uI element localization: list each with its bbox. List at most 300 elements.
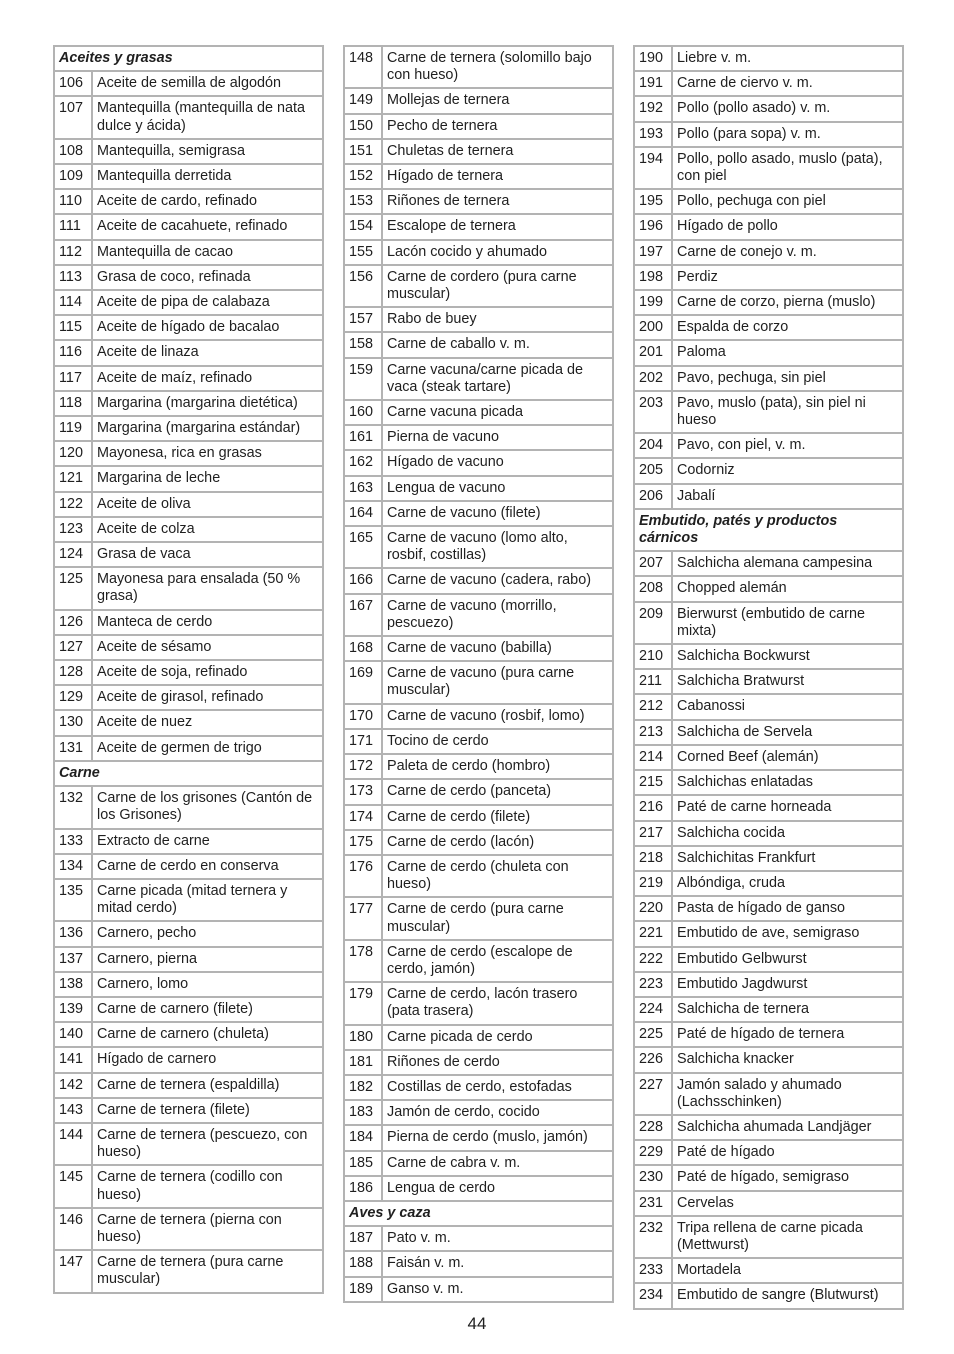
table-row xyxy=(345,1026,612,1051)
item-number: 228 xyxy=(635,1116,673,1139)
table-row xyxy=(55,165,322,190)
item-number: 106 xyxy=(55,72,93,95)
table-row xyxy=(635,948,902,973)
table-row xyxy=(635,190,902,215)
table-row xyxy=(55,1023,322,1048)
item-name: Grasa de coco, refinada xyxy=(97,268,251,285)
item-name: Pasta de hígado de ganso xyxy=(677,900,846,917)
table-row xyxy=(55,1251,322,1291)
table-row xyxy=(345,1101,612,1126)
table-row xyxy=(55,1209,322,1251)
item-name: Salchicha knacker xyxy=(677,1051,794,1068)
item-name: Carne de corzo, pierna (muslo) xyxy=(677,294,876,311)
item-number: 149 xyxy=(345,89,383,112)
item-name: Aceite de cacahuete, refinado xyxy=(97,218,288,235)
item-number: 142 xyxy=(55,1074,93,1097)
item-name: Carnero, pierna xyxy=(97,950,197,967)
item-name: Bierwurst (embutido de carne mixta) xyxy=(677,605,865,639)
item-name: Chopped alemán xyxy=(677,580,787,597)
table-row xyxy=(345,806,612,831)
item-name: Embutido Gelbwurst xyxy=(677,950,807,967)
table-row xyxy=(55,442,322,467)
item-name: Mantequilla de cacao xyxy=(97,243,234,260)
item-number: 232 xyxy=(635,1217,673,1257)
item-name: Carne de vacuno (cadera, rabo) xyxy=(387,572,591,589)
item-number: 231 xyxy=(635,1192,673,1215)
item-number: 111 xyxy=(55,215,93,238)
table-row xyxy=(635,241,902,266)
item-name: Aceite de oliva xyxy=(97,495,191,512)
table-row xyxy=(345,898,612,940)
table-row xyxy=(55,611,322,636)
table-row xyxy=(55,636,322,661)
table-row xyxy=(345,333,612,358)
table-row xyxy=(55,367,322,392)
item-name: Corned Beef (alemán) xyxy=(677,748,819,765)
item-number: 184 xyxy=(345,1126,383,1149)
table-row xyxy=(635,1192,902,1217)
table-row xyxy=(635,1284,902,1307)
item-number: 129 xyxy=(55,686,93,709)
table-row xyxy=(55,1048,322,1073)
item-name: Carne de ternera (pescuezo, con hueso) xyxy=(97,1126,308,1161)
table-row xyxy=(55,215,322,240)
table-row xyxy=(345,266,612,308)
item-name: Paté de hígado de ternera xyxy=(677,1026,845,1043)
item-number: 146 xyxy=(55,1209,93,1249)
item-name: Carne de ciervo v. m. xyxy=(677,75,813,92)
table-row xyxy=(345,1278,612,1301)
table-row xyxy=(55,830,322,855)
table-row xyxy=(345,401,612,426)
item-number: 133 xyxy=(55,830,93,853)
table-row xyxy=(635,97,902,122)
item-number: 220 xyxy=(635,897,673,920)
item-number: 139 xyxy=(55,998,93,1021)
item-name: Carne de vacuno (rosbif, lomo) xyxy=(387,707,585,724)
item-name: Carne de ternera (espaldilla) xyxy=(97,1076,280,1093)
table-row xyxy=(635,47,902,72)
item-number: 119 xyxy=(55,417,93,440)
item-number: 114 xyxy=(55,291,93,314)
table-row xyxy=(345,1051,612,1076)
table-row xyxy=(55,686,322,711)
item-name: Embutido de sangre (Blutwurst) xyxy=(677,1287,879,1304)
table-row xyxy=(345,527,612,569)
item-name: Mantequilla (mantequilla de nata dulce y ácida) xyxy=(97,100,305,134)
item-name: Salchicha Bratwurst xyxy=(677,673,805,690)
table-row xyxy=(55,568,322,610)
table-row xyxy=(55,493,322,518)
item-number: 218 xyxy=(635,847,673,870)
table-row xyxy=(345,662,612,704)
table-row xyxy=(635,1217,902,1259)
table-row xyxy=(55,140,322,165)
item-name: Salchicha Bockwurst xyxy=(677,648,810,665)
item-name: Carne de vacuno (babilla) xyxy=(387,640,552,657)
table-row xyxy=(55,266,322,291)
item-number: 123 xyxy=(55,518,93,541)
item-number: 193 xyxy=(635,123,673,146)
item-number: 164 xyxy=(345,502,383,525)
item-name: Aceite de colza xyxy=(97,520,195,537)
table-row xyxy=(345,165,612,190)
item-name: Pavo, pechuga, sin piel xyxy=(677,369,826,386)
table-column-1 xyxy=(53,45,324,1294)
item-number: 225 xyxy=(635,1023,673,1046)
item-name: Aceite de semilla de algodón xyxy=(97,75,282,92)
item-number: 169 xyxy=(345,662,383,702)
item-name: Carne de cerdo (chuleta con hueso) xyxy=(387,858,569,893)
item-number: 223 xyxy=(635,973,673,996)
item-number: 151 xyxy=(345,140,383,163)
table-row xyxy=(635,670,902,695)
item-number: 210 xyxy=(635,645,673,668)
item-name: Manteca de cerdo xyxy=(97,613,213,630)
item-number: 148 xyxy=(345,47,383,87)
item-name: Pierna de cerdo (muslo, jamón) xyxy=(387,1129,588,1146)
table-row xyxy=(345,241,612,266)
item-number: 176 xyxy=(345,856,383,896)
item-name: Carne de cerdo en conserva xyxy=(97,857,279,874)
item-number: 206 xyxy=(635,485,673,508)
table-row xyxy=(635,123,902,148)
item-name: Jamón de cerdo, cocido xyxy=(387,1104,540,1121)
item-name: Chuletas de ternera xyxy=(387,142,514,159)
item-number: 116 xyxy=(55,341,93,364)
item-number: 224 xyxy=(635,998,673,1021)
item-name: Carne picada de cerdo xyxy=(387,1028,533,1045)
table-row xyxy=(55,998,322,1023)
item-number: 201 xyxy=(635,341,673,364)
table-row xyxy=(635,922,902,947)
item-name: Carnero, pecho xyxy=(97,925,197,942)
table-row xyxy=(55,543,322,568)
item-number: 180 xyxy=(345,1026,383,1049)
table-row xyxy=(345,426,612,451)
item-number: 113 xyxy=(55,266,93,289)
item-number: 219 xyxy=(635,872,673,895)
item-number: 108 xyxy=(55,140,93,163)
item-number: 107 xyxy=(55,97,93,137)
item-number: 227 xyxy=(635,1074,673,1114)
item-number: 202 xyxy=(635,367,673,390)
item-number: 109 xyxy=(55,165,93,188)
table-row xyxy=(345,115,612,140)
item-number: 216 xyxy=(635,796,673,819)
table-row xyxy=(55,1166,322,1208)
item-number: 166 xyxy=(345,569,383,592)
item-number: 217 xyxy=(635,822,673,845)
item-number: 145 xyxy=(55,1166,93,1206)
item-name: Aceite de linaza xyxy=(97,344,199,361)
item-number: 158 xyxy=(345,333,383,356)
item-number: 196 xyxy=(635,215,673,238)
table-row xyxy=(635,695,902,720)
table-row xyxy=(55,417,322,442)
item-name: Carnero, lomo xyxy=(97,975,189,992)
item-name: Margarina (margarina estándar) xyxy=(97,420,301,437)
item-number: 222 xyxy=(635,948,673,971)
item-name: Aceite de cardo, refinado xyxy=(97,193,257,210)
item-number: 200 xyxy=(635,316,673,339)
section-header: Aceites y grasas xyxy=(55,47,322,72)
item-name: Paloma xyxy=(677,344,726,361)
table-row xyxy=(345,595,612,637)
table-row xyxy=(55,316,322,341)
item-name: Mollejas de ternera xyxy=(387,92,510,109)
item-name: Pollo (para sopa) v. m. xyxy=(677,125,821,142)
table-row xyxy=(345,569,612,594)
item-number: 171 xyxy=(345,730,383,753)
item-number: 207 xyxy=(635,552,673,575)
item-name: Aceite de maíz, refinado xyxy=(97,369,253,386)
item-name: Extracto de carne xyxy=(97,832,210,849)
page-number: 44 xyxy=(467,1314,487,1333)
table-row xyxy=(55,661,322,686)
item-number: 195 xyxy=(635,190,673,213)
item-name: Carne de cordero (pura carne muscular) xyxy=(387,268,577,303)
item-name: Hígado de vacuno xyxy=(387,454,504,471)
table-row xyxy=(345,1152,612,1177)
item-name: Tocino de cerdo xyxy=(387,732,489,749)
table-row xyxy=(635,973,902,998)
item-number: 170 xyxy=(345,705,383,728)
item-number: 127 xyxy=(55,636,93,659)
table-row xyxy=(55,1099,322,1124)
table-row xyxy=(345,477,612,502)
table-row xyxy=(635,316,902,341)
item-name: Mantequilla, semigrasa xyxy=(97,142,245,159)
item-name: Embutido Jagdwurst xyxy=(677,975,808,992)
table-row xyxy=(635,603,902,645)
item-name: Pollo, pechuga con piel xyxy=(677,193,826,210)
item-number: 136 xyxy=(55,922,93,945)
table-row xyxy=(345,730,612,755)
item-number: 186 xyxy=(345,1177,383,1200)
item-number: 190 xyxy=(635,47,673,70)
table-column-2 xyxy=(343,45,614,1303)
item-name: Aceite de girasol, refinado xyxy=(97,689,264,706)
item-number: 205 xyxy=(635,459,673,482)
table-row xyxy=(635,1048,902,1073)
item-number: 138 xyxy=(55,973,93,996)
table-row xyxy=(635,367,902,392)
item-name: Aceite de germen de trigo xyxy=(97,739,262,756)
item-name: Espalda de corzo xyxy=(677,319,789,336)
item-number: 125 xyxy=(55,568,93,608)
table-row xyxy=(345,308,612,333)
table-row xyxy=(55,948,322,973)
item-name: Cabanossi xyxy=(677,698,745,715)
item-name: Pierna de vacuno xyxy=(387,429,500,446)
table-row xyxy=(635,746,902,771)
item-name: Carne de cerdo (lacón) xyxy=(387,833,535,850)
table-row xyxy=(635,897,902,922)
item-number: 234 xyxy=(635,1284,673,1307)
table-row xyxy=(635,1166,902,1191)
table-row xyxy=(635,645,902,670)
item-name: Costillas de cerdo, estofadas xyxy=(387,1078,572,1095)
table-row xyxy=(345,780,612,805)
item-number: 229 xyxy=(635,1141,673,1164)
item-number: 203 xyxy=(635,392,673,432)
item-name: Pavo, muslo (pata), sin piel ni hueso xyxy=(677,394,866,429)
item-name: Salchichitas Frankfurt xyxy=(677,849,816,866)
table-row xyxy=(55,973,322,998)
item-name: Carne de los grisones (Cantón de los Grisones) xyxy=(97,790,313,824)
item-name: Carne de vacuno (filete) xyxy=(387,504,541,521)
table-row xyxy=(635,872,902,897)
item-number: 189 xyxy=(345,1278,383,1301)
item-number: 213 xyxy=(635,721,673,744)
table-row xyxy=(345,502,612,527)
item-name: Jabalí xyxy=(677,487,716,504)
table-row xyxy=(345,89,612,114)
item-name: Aceite de hígado de bacalao xyxy=(97,319,280,336)
item-number: 174 xyxy=(345,806,383,829)
table-row xyxy=(635,771,902,796)
table-row xyxy=(55,711,322,736)
item-number: 172 xyxy=(345,755,383,778)
item-name: Carne de cerdo (escalope de cerdo, jamón) xyxy=(387,943,573,977)
item-number: 128 xyxy=(55,661,93,684)
section-header: Carne xyxy=(55,762,322,787)
item-number: 191 xyxy=(635,72,673,95)
item-name: Mayonesa para ensalada (50 % grasa) xyxy=(97,571,301,605)
item-name: Salchicha de Servela xyxy=(677,723,813,740)
table-row xyxy=(635,1259,902,1284)
table-row xyxy=(635,1023,902,1048)
table-row xyxy=(55,737,322,762)
item-number: 112 xyxy=(55,241,93,264)
item-name: Hígado de pollo xyxy=(677,218,778,235)
table-row xyxy=(55,341,322,366)
table-row xyxy=(345,983,612,1025)
item-name: Paleta de cerdo (hombro) xyxy=(387,758,551,775)
table-row xyxy=(635,72,902,97)
item-number: 179 xyxy=(345,983,383,1023)
item-name: Margarina de leche xyxy=(97,470,221,487)
table-row xyxy=(345,451,612,476)
table-row xyxy=(55,72,322,97)
table-row xyxy=(635,291,902,316)
table-row xyxy=(345,705,612,730)
item-number: 209 xyxy=(635,603,673,643)
table-row xyxy=(345,190,612,215)
table-row xyxy=(55,1074,322,1099)
item-name: Carne vacuna picada xyxy=(387,404,524,421)
item-number: 156 xyxy=(345,266,383,306)
item-number: 181 xyxy=(345,1051,383,1074)
table-row xyxy=(635,577,902,602)
table-row xyxy=(635,392,902,434)
item-number: 154 xyxy=(345,215,383,238)
item-name: Salchicha alemana campesina xyxy=(677,555,873,572)
item-number: 182 xyxy=(345,1076,383,1099)
item-name: Salchicha ahumada Landjäger xyxy=(677,1118,872,1135)
table-row xyxy=(55,855,322,880)
item-name: Carne de vacuno (pura carne muscular) xyxy=(387,665,575,699)
item-name: Riñones de ternera xyxy=(387,193,510,210)
item-name: Jamón salado y ahumado (Lachsschinken) xyxy=(677,1076,842,1110)
item-name: Aceite de soja, refinado xyxy=(97,664,248,681)
item-name: Mayonesa, rica en grasas xyxy=(97,445,262,462)
item-number: 194 xyxy=(635,148,673,188)
item-name: Tripa rellena de carne picada (Mettwurst) xyxy=(677,1219,863,1253)
item-number: 153 xyxy=(345,190,383,213)
table-row xyxy=(345,215,612,240)
item-name: Carne de cerdo (panceta) xyxy=(387,783,551,800)
section-header: Aves y caza xyxy=(345,1202,612,1227)
table-row xyxy=(345,1177,612,1202)
table-row xyxy=(345,755,612,780)
table-row xyxy=(635,1141,902,1166)
item-name: Paté de hígado, semigraso xyxy=(677,1169,849,1186)
item-number: 178 xyxy=(345,941,383,981)
item-name: Lacón cocido y ahumado xyxy=(387,243,548,260)
table-row xyxy=(345,856,612,898)
item-number: 165 xyxy=(345,527,383,567)
table-row xyxy=(55,1124,322,1166)
item-name: Faisán v. m. xyxy=(387,1255,465,1272)
item-number: 212 xyxy=(635,695,673,718)
item-number: 144 xyxy=(55,1124,93,1164)
table-row xyxy=(55,922,322,947)
table-row xyxy=(345,941,612,983)
item-name: Lengua de vacuno xyxy=(387,479,506,496)
section-header: Embutido, patés y productos cárnicos xyxy=(635,510,902,552)
table-row xyxy=(635,822,902,847)
item-name: Carne de ternera (solomillo bajo con hueso) xyxy=(387,50,592,84)
item-name: Pollo (pollo asado) v. m. xyxy=(677,100,831,117)
table-row xyxy=(345,1126,612,1151)
item-number: 168 xyxy=(345,637,383,660)
item-number: 141 xyxy=(55,1048,93,1071)
table-row xyxy=(635,266,902,291)
item-number: 135 xyxy=(55,880,93,920)
table-row xyxy=(635,215,902,240)
item-name: Carne de caballo v. m. xyxy=(387,336,530,353)
table-row xyxy=(635,847,902,872)
item-name: Hígado de ternera xyxy=(387,168,504,185)
item-name: Pecho de ternera xyxy=(387,117,498,134)
item-name: Salchichas enlatadas xyxy=(677,774,814,791)
table-row xyxy=(55,190,322,215)
item-number: 137 xyxy=(55,948,93,971)
item-number: 187 xyxy=(345,1227,383,1250)
item-number: 118 xyxy=(55,392,93,415)
item-name: Codorniz xyxy=(677,462,735,479)
item-name: Carne de ternera (filete) xyxy=(97,1101,250,1118)
table-row xyxy=(345,359,612,401)
item-name: Hígado de carnero xyxy=(97,1051,217,1068)
table-row xyxy=(345,637,612,662)
item-number: 150 xyxy=(345,115,383,138)
table-row xyxy=(635,1074,902,1116)
item-number: 126 xyxy=(55,611,93,634)
item-name: Carne de ternera (pierna con hueso) xyxy=(97,1211,282,1245)
table-row xyxy=(345,47,612,89)
item-name: Margarina (margarina dietética) xyxy=(97,394,298,411)
item-number: 115 xyxy=(55,316,93,339)
table-row xyxy=(55,97,322,139)
item-name: Albóndiga, cruda xyxy=(677,874,786,891)
item-number: 120 xyxy=(55,442,93,465)
item-number: 214 xyxy=(635,746,673,769)
item-name: Rabo de buey xyxy=(387,311,477,328)
item-name: Pavo, con piel, v. m. xyxy=(677,437,806,454)
